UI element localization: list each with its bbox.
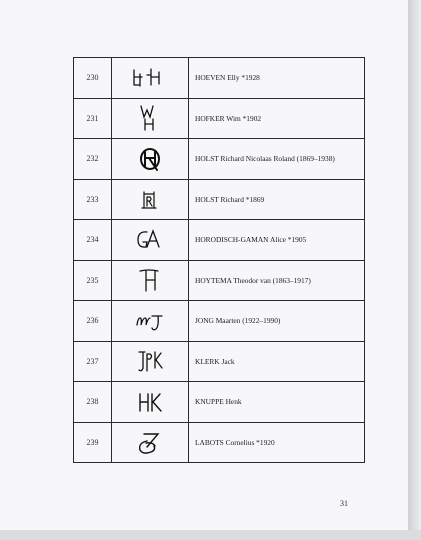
monogram-ga bbox=[112, 220, 189, 261]
book-spine bbox=[408, 0, 421, 540]
artist-name: HOLST Richard *1869 bbox=[189, 179, 365, 220]
monogram-jpk bbox=[112, 341, 189, 382]
monogram-table bbox=[73, 57, 365, 463]
entry-number: 234 bbox=[74, 220, 112, 261]
entry-number: 235 bbox=[74, 260, 112, 301]
table-row bbox=[74, 301, 365, 342]
table-row bbox=[74, 422, 365, 463]
table-row bbox=[74, 139, 365, 180]
page-bottom-edge bbox=[0, 530, 421, 540]
monogram-eh bbox=[112, 58, 189, 99]
entry-number: 231 bbox=[74, 98, 112, 139]
monogram-th bbox=[112, 260, 189, 301]
artist-name: HORODISCH-GAMAN Alice *1905 bbox=[189, 220, 365, 261]
table-row bbox=[74, 260, 365, 301]
artist-name: JONG Maarten (1922–1990) bbox=[189, 301, 365, 342]
entry-number: 237 bbox=[74, 341, 112, 382]
table-row bbox=[74, 220, 365, 261]
artist-name: HOLST Richard Nicolaas Roland (1869–1938) bbox=[189, 139, 365, 180]
entry-number: 236 bbox=[74, 301, 112, 342]
monogram-hr-small bbox=[112, 179, 189, 220]
table-row bbox=[74, 98, 365, 139]
table-row bbox=[74, 179, 365, 220]
page-number: 31 bbox=[340, 499, 348, 508]
monogram-mj bbox=[112, 301, 189, 342]
entry-number: 232 bbox=[74, 139, 112, 180]
entry-number: 239 bbox=[74, 422, 112, 463]
artist-name: HOEVEN Elly *1928 bbox=[189, 58, 365, 99]
table-row bbox=[74, 341, 365, 382]
artist-name: HOYTEMA Theodor van (1863–1917) bbox=[189, 260, 365, 301]
monogram-hk bbox=[112, 382, 189, 423]
table-row bbox=[74, 58, 365, 99]
monogram-hr-circle bbox=[112, 139, 189, 180]
artist-name: LABOTS Cornelius *1920 bbox=[189, 422, 365, 463]
table-row bbox=[74, 382, 365, 423]
artist-name: KNUPPE Henk bbox=[189, 382, 365, 423]
monogram-lc bbox=[112, 422, 189, 463]
entry-number: 233 bbox=[74, 179, 112, 220]
monogram-wh bbox=[112, 98, 189, 139]
artist-name: HOFKER Wim *1902 bbox=[189, 98, 365, 139]
entry-number: 230 bbox=[74, 58, 112, 99]
entry-number: 238 bbox=[74, 382, 112, 423]
artist-name: KLERK Jack bbox=[189, 341, 365, 382]
